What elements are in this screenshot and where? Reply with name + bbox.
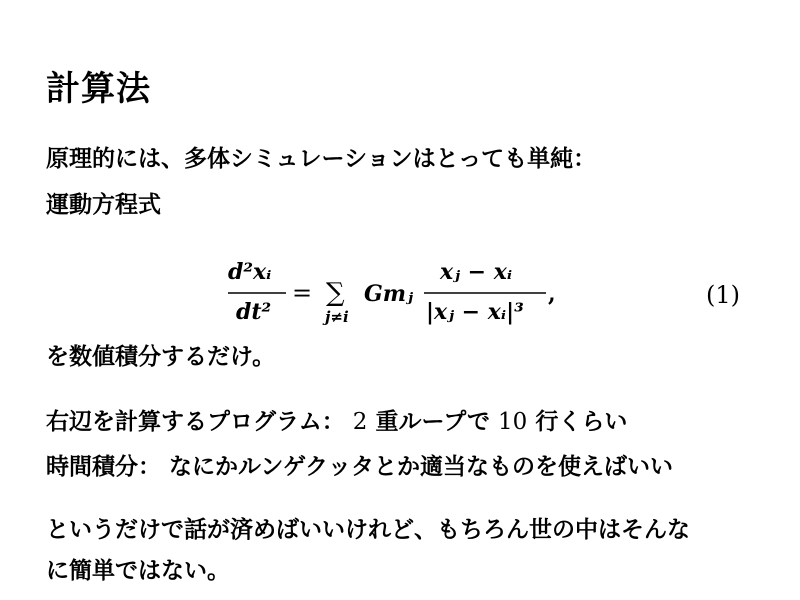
conclusion-line1: というだけで話が済めばいいけれど、もちろん世の中はそんな: [46, 517, 690, 543]
program-text-part3: 行くらい: [535, 409, 628, 435]
time-integration-text: 時間積分： なにかルンゲクッタとか適当なものを使えばいい: [46, 454, 674, 480]
equation-of-motion: [228, 252, 768, 332]
lhs-numerator: d²xᵢ: [228, 259, 272, 285]
equation-of-motion-label: 運動方程式: [46, 192, 161, 218]
rhs-denominator: |xⱼ − xᵢ|³: [426, 299, 524, 325]
sum-operator: ∑: [326, 278, 345, 308]
lhs-denominator: dt²: [236, 299, 272, 325]
conclusion-line2: に簡単ではない。: [46, 558, 230, 584]
line-count: 10: [498, 409, 528, 435]
loop-count: 2: [352, 409, 368, 435]
equation-comma: ,: [548, 281, 556, 307]
program-text-part1: 右辺を計算するプログラム：: [46, 409, 345, 435]
intro-text: 原理的には、多体シミュレーションはとっても単純：: [46, 146, 597, 172]
slide-title: 計算法: [46, 69, 151, 109]
numerical-integration-text: を数値積分するだけ。: [46, 344, 276, 370]
sum-index: j≠i: [325, 308, 349, 326]
rhs-numerator: xⱼ − xᵢ: [440, 259, 513, 285]
program-description: [46, 406, 627, 438]
equation-number: (1): [706, 281, 740, 309]
equals-sign: =: [292, 279, 313, 307]
coefficient: Gmⱼ: [364, 281, 413, 307]
program-text-part2: 重ループで: [375, 409, 490, 435]
